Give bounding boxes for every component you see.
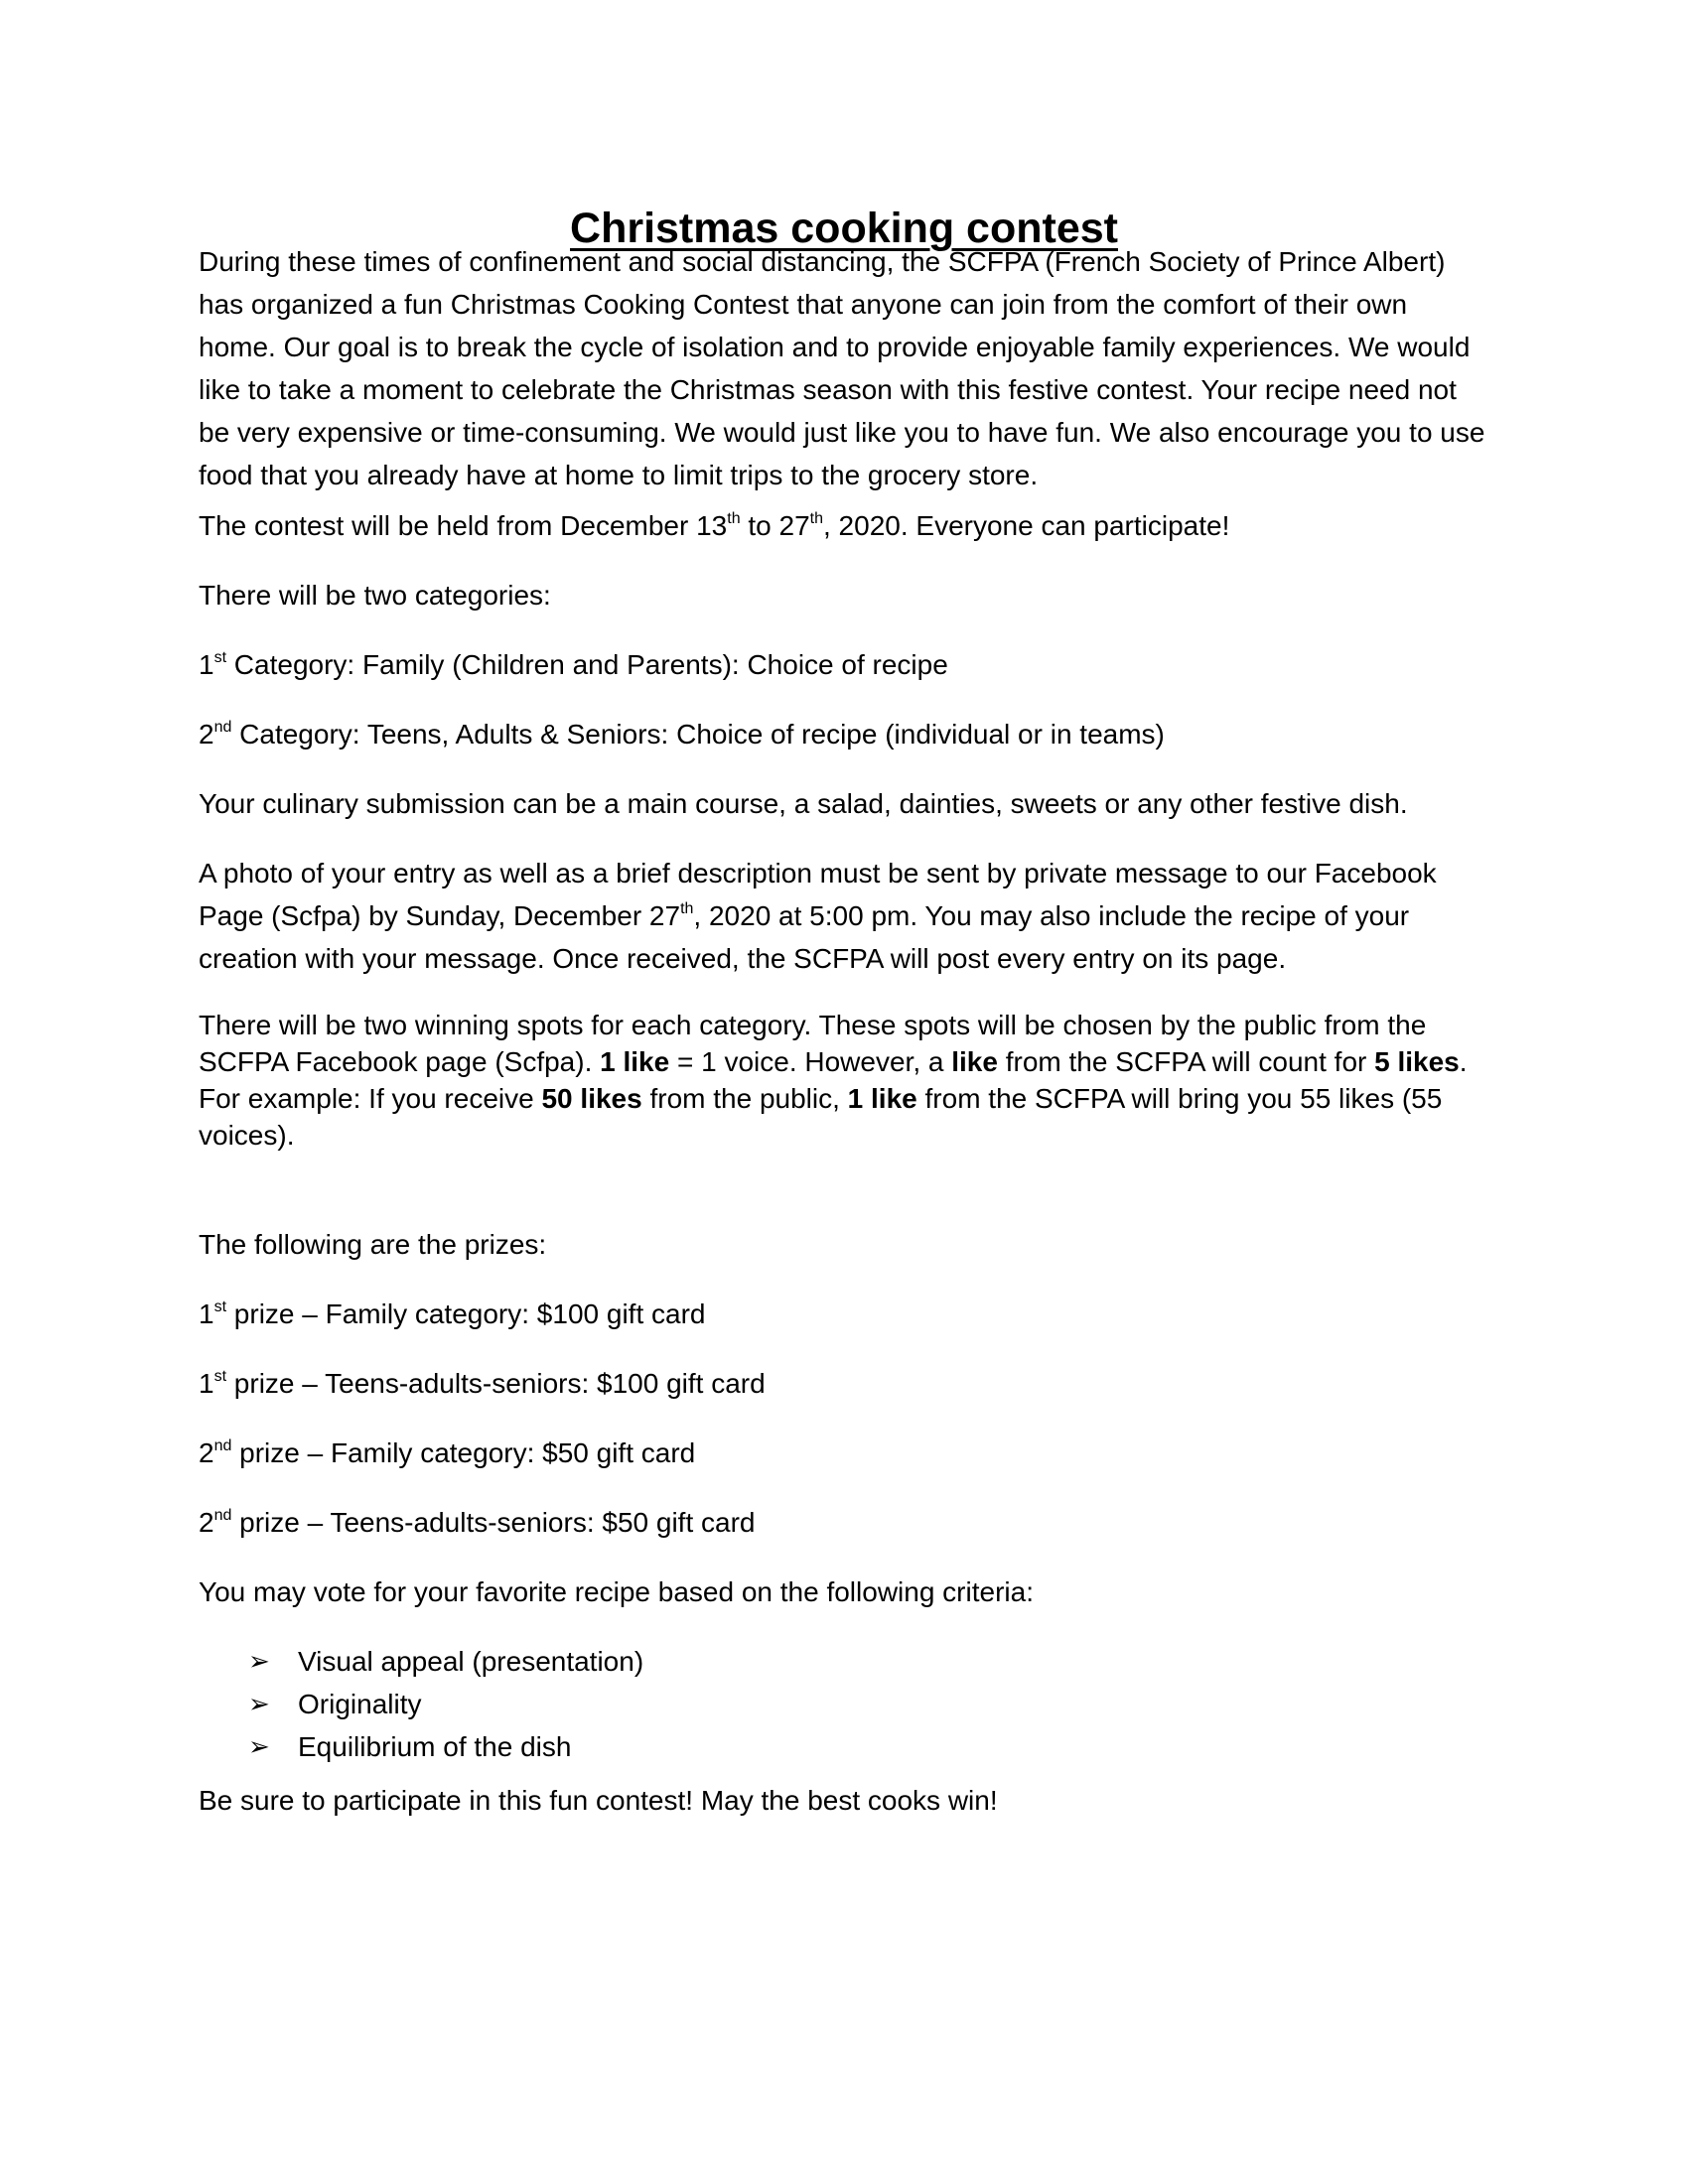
voting-bold-4: 50 likes <box>541 1083 642 1114</box>
dates-suffix-2: th <box>809 509 823 527</box>
voting-bold-1: 1 like <box>600 1046 670 1077</box>
prize-number: 2 <box>199 1437 214 1468</box>
prize-number: 1 <box>199 1298 214 1329</box>
category-2-suffix: nd <box>213 718 232 736</box>
voting-bold-5: 1 like <box>847 1083 917 1114</box>
dates-text-a: The contest will be held from December 13 <box>199 510 728 541</box>
prize-suffix: nd <box>213 1506 232 1524</box>
prize-number: 2 <box>199 1507 214 1538</box>
criteria-text: Originality <box>298 1689 422 1719</box>
prize-text: prize – Teens-adults-seniors: $50 gift card <box>231 1507 756 1538</box>
categories-intro: There will be two categories: <box>199 580 551 611</box>
voting-paragraph <box>199 1007 1489 1154</box>
arrow-bullet-icon: ➢ <box>248 1646 270 1676</box>
criteria-item <box>199 1683 1489 1725</box>
arrow-bullet-icon: ➢ <box>248 1689 270 1718</box>
category-1-number: 1 <box>199 649 214 680</box>
category-1 <box>199 643 1489 686</box>
voting-bold-2: like <box>951 1046 998 1077</box>
submission-paragraph: Your culinary submission can be a main course, a salad, dainties, sweets or any other festive dish. <box>199 788 1408 819</box>
prize-text: prize – Family category: $100 gift card <box>226 1298 706 1329</box>
prize-text: prize – Teens-adults-seniors: $100 gift card <box>226 1368 766 1399</box>
photo-text-a: A photo of your entry as well as a brief description must be sent by private message to our Facebook Page (Scfpa) by Sunday, December 27 <box>199 858 1437 931</box>
voting-text-3: from the SCFPA will count for <box>997 1046 1375 1077</box>
arrow-bullet-icon: ➢ <box>248 1731 270 1761</box>
prize-suffix: st <box>213 1297 227 1315</box>
voting-bold-3: 5 likes <box>1374 1046 1460 1077</box>
voting-text-2: = 1 voice. However, a <box>669 1046 952 1077</box>
prize-text: prize – Family category: $50 gift card <box>231 1437 696 1468</box>
prize-item <box>199 1432 1489 1474</box>
category-2 <box>199 713 1489 755</box>
voting-text-5: from the public, <box>641 1083 848 1114</box>
dates-text-b: to 27 <box>740 510 810 541</box>
prize-item <box>199 1293 1489 1335</box>
intro-paragraph: During these times of confinement and social distancing, the SCFPA (French Society of Prince Albert) has organized a fun Christmas Cooking Contest that anyone can join from the comfort of their own home. Our goal is to break the cycle of isolation and to provide enjoyable family experiences. We would like to take a moment to celebrate the Christmas season with this festive contest. Your recipe need not be very expensive or time-consuming. We would just like you to have fun. We also encourage you to use food that you already have at home to limit trips to the grocery store. <box>199 246 1485 490</box>
criteria-item <box>199 1725 1489 1768</box>
prize-item <box>199 1501 1489 1544</box>
voting-text-6: from the SCFPA will bring you 55 likes (55 voices). <box>199 1083 1443 1151</box>
category-1-text: Category: Family (Children and Parents): Choice of recipe <box>226 649 948 680</box>
voting-text-4: . For example: If you receive <box>199 1046 1468 1114</box>
prize-suffix: nd <box>213 1436 232 1454</box>
prize-suffix: st <box>213 1367 227 1385</box>
criteria-item <box>199 1640 1489 1683</box>
document-title: Christmas cooking contest <box>570 205 1118 252</box>
contest-dates <box>199 504 1489 547</box>
criteria-intro: You may vote for your favorite recipe based on the following criteria: <box>199 1576 1034 1607</box>
photo-suffix: th <box>680 899 694 917</box>
dates-text-c: , 2020. Everyone can participate! <box>823 510 1230 541</box>
prize-number: 1 <box>199 1368 214 1399</box>
criteria-text: Equilibrium of the dish <box>298 1731 572 1762</box>
category-2-text: Category: Teens, Adults & Seniors: Choice of recipe (individual or in teams) <box>231 719 1165 750</box>
criteria-list <box>199 1640 1489 1768</box>
voting-text-1: There will be two winning spots for each category. These spots will be chosen by the public from the SCFPA Facebook page (Scfpa). <box>199 1010 1427 1077</box>
photo-text-b: , 2020 at 5:00 pm. You may also include the recipe of your creation with your message. Once received, the SCFPA will post every entry on its page. <box>199 900 1410 974</box>
closing-paragraph: Be sure to participate in this fun contest! May the best cooks win! <box>199 1785 998 1816</box>
category-2-number: 2 <box>199 719 214 750</box>
prizes-intro: The following are the prizes: <box>199 1229 547 1260</box>
photo-paragraph <box>199 852 1489 980</box>
category-1-suffix: st <box>213 648 227 666</box>
prize-item <box>199 1362 1489 1405</box>
criteria-text: Visual appeal (presentation) <box>298 1646 644 1677</box>
dates-suffix-1: th <box>727 509 741 527</box>
